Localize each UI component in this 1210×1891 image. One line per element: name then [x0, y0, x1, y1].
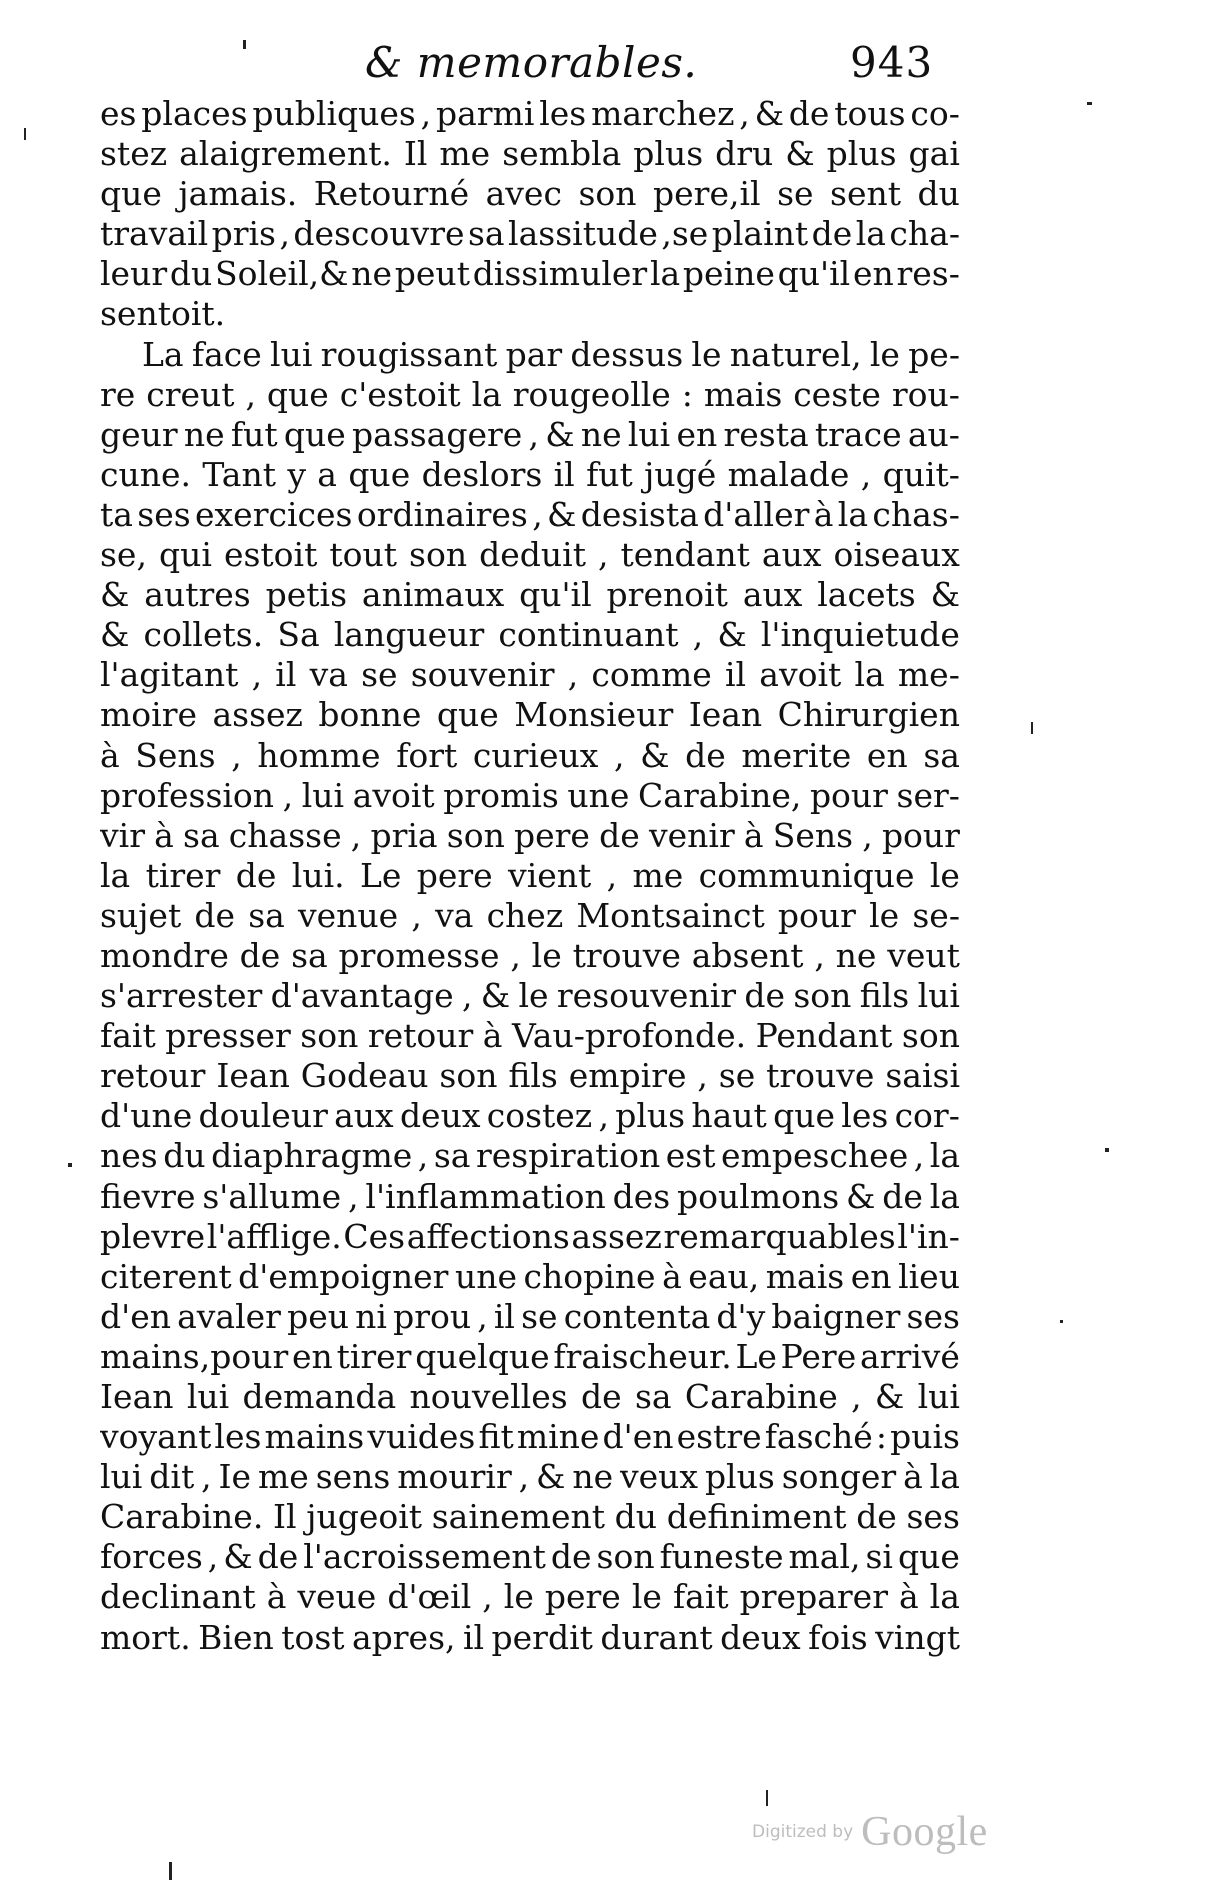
- text-line: sentoit.: [100, 294, 226, 334]
- scan-speck: [1060, 1320, 1063, 1323]
- text-line: lui dit , Ie me sens mourir , & ne veux plus songer à la: [100, 1457, 960, 1497]
- running-title: & memorables.: [365, 38, 698, 87]
- scan-speck: [24, 128, 26, 140]
- text-line: travail pris , descouvre sa lassitude ,se plaint de la cha-: [100, 214, 960, 254]
- text-line: la tirer de lui. Le pere vient , me communique le: [100, 855, 960, 895]
- text-line: re creut , que c'estoit la rougeolle : mais ceste rou-: [100, 374, 960, 414]
- text-line: mains,pour en tirer quelque fraischeur. Le Pere arrivé: [100, 1336, 960, 1376]
- text-line: profession , lui avoit promis une Carabine, pour ser-: [100, 775, 960, 815]
- text-line: plevre l'afflige. Ces affections assez remarquables l'in-: [100, 1216, 960, 1256]
- running-head: [0, 38, 1210, 94]
- scan-speck: [1105, 1148, 1109, 1152]
- scan-speck: [243, 40, 246, 49]
- text-line: moire assez bonne que Monsieur Iean Chirurgien: [100, 695, 960, 735]
- scan-speck: [1087, 102, 1092, 105]
- text-line: Iean lui demanda nouvelles de sa Carabine , & lui: [100, 1377, 960, 1416]
- page-number: 943: [850, 38, 934, 87]
- text-line: & autres petis animaux qu'il prenoit aux lacets &: [100, 575, 960, 615]
- scan-speck: [1031, 722, 1033, 734]
- digitized-by-watermark: [752, 1808, 988, 1856]
- scan-speck: [766, 1790, 768, 1806]
- text-line: geur ne fut que passagere , & ne lui en resta trace au-: [100, 414, 960, 454]
- text-line: que jamais. Retourné avec son pere,il se sent du: [100, 174, 960, 214]
- digitized-by-label: Digitized by: [752, 1822, 854, 1842]
- text-line: Carabine. Il jugeoit sainement du definiment de ses: [100, 1497, 960, 1537]
- text-line: se, qui estoit tout son deduit , tendant aux oiseaux: [100, 535, 960, 575]
- text-line: mondre de sa promesse , le trouve absent , ne veut: [100, 935, 960, 975]
- text-line: & collets. Sa langueur continuant , & l'inquietude: [100, 615, 960, 655]
- text-line: cune. Tant y a que deslors il fut jugé malade , quit-: [100, 454, 960, 494]
- text-line: sujet de sa venue , va chez Montsainct pour le se-: [100, 895, 960, 935]
- text-line: d'en avaler peu ni prou , il se contenta d'y baigner ses: [100, 1296, 960, 1336]
- text-line: d'une douleur aux deux costez , plus haut que les cor-: [100, 1096, 960, 1136]
- scan-speck: [169, 1862, 172, 1880]
- text-line: fievre s'allume , l'inflammation des poulmons & de la: [100, 1176, 960, 1216]
- text-line: retour Iean Godeau son fils empire , se trouve saisi: [100, 1056, 960, 1096]
- text-line: s'arrester d'avantage , & le resouvenir de son fils lui: [100, 976, 960, 1016]
- text-line: La face lui rougissant par dessus le naturel, le pe-: [142, 334, 960, 374]
- text-line: declinant à veue d'œil , le pere le fait preparer à la: [100, 1577, 960, 1617]
- google-logo: Google: [861, 1809, 988, 1855]
- text-line: stez alaigrement. Il me sembla plus dru & plus gai: [100, 134, 960, 174]
- text-line: mort. Bien tost apres, il perdit durant deux fois vingt: [100, 1617, 960, 1657]
- text-line: l'agitant , il va se souvenir , comme il avoit la me-: [100, 655, 960, 695]
- body-text: [100, 94, 960, 1658]
- scan-speck: [68, 1163, 72, 1167]
- text-line: nes du diaphragme , sa respiration est empeschee , la: [100, 1136, 960, 1176]
- text-line: ta ses exercices ordinaires , & desista d'aller à la chas-: [100, 494, 960, 534]
- text-line: à Sens , homme fort curieux , & de merite en sa: [100, 735, 960, 775]
- text-line: voyant les mains vuides fit mine d'en estre fasché : puis: [100, 1417, 960, 1457]
- text-line: forces , & de l'acroissement de son funeste mal, si que: [100, 1537, 960, 1577]
- text-line: citerent d'empoigner une chopine à eau, mais en lieu: [100, 1256, 960, 1296]
- text-line: fait presser son retour à Vau-profonde. Pendant son: [100, 1016, 960, 1056]
- text-line: vir à sa chasse , pria son pere de venir à Sens , pour: [100, 815, 960, 855]
- text-line: leur du Soleil,& ne peut dissimuler la peine qu'il en res-: [100, 254, 960, 294]
- text-line: es places publiques , parmi les marchez , & de tous co-: [100, 94, 960, 133]
